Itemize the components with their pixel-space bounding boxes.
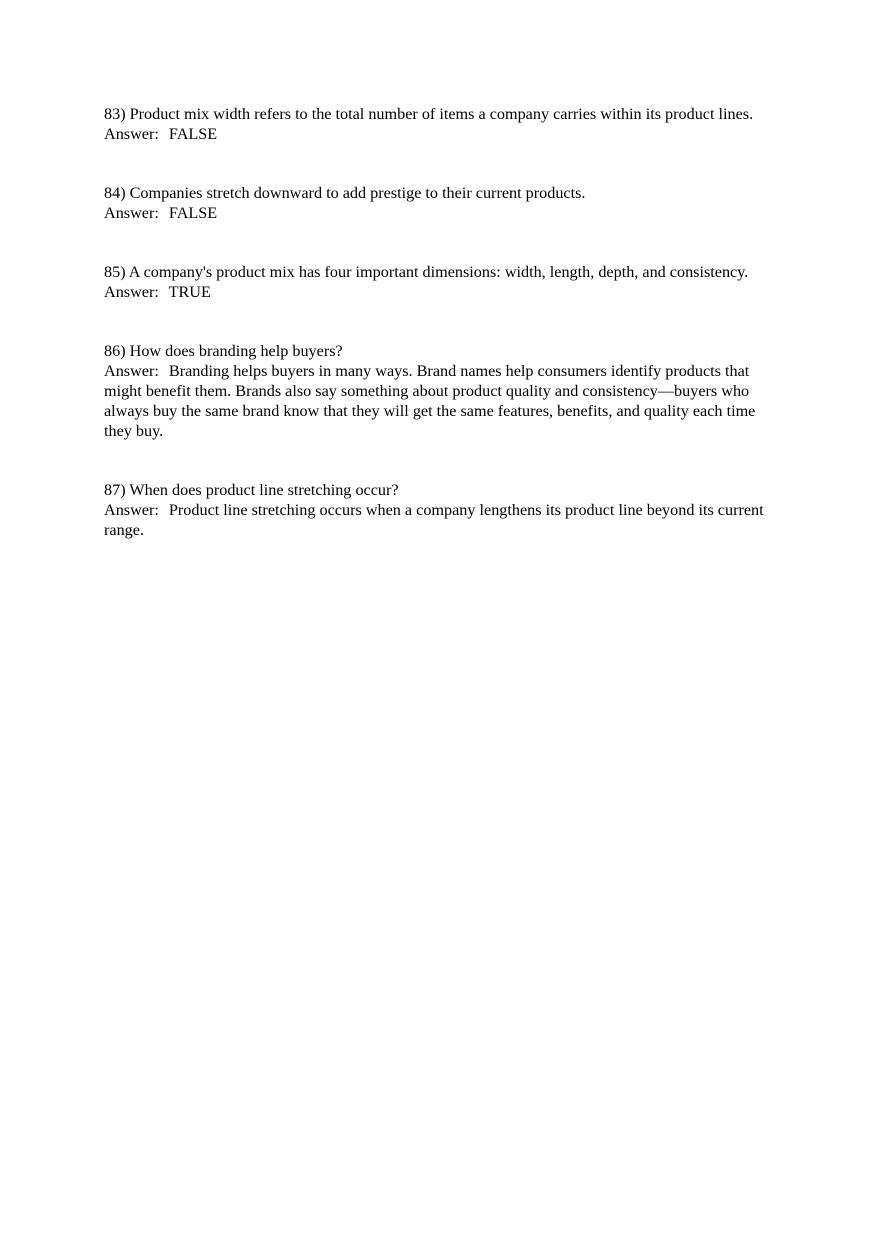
question-list [104, 104, 784, 540]
question-text: 87) When does product line stretching occur? [104, 481, 399, 499]
question-item-83 [104, 104, 784, 144]
answer-text: FALSE [168, 125, 218, 143]
question-item-85 [104, 262, 784, 302]
answer-text: FALSE [168, 204, 218, 222]
answer-line [104, 282, 784, 302]
answer-label: Answer: [104, 501, 159, 519]
question-text: 83) Product mix width refers to the total number of items a company carries within its product lines. [104, 105, 754, 123]
question-text: 84) Companies stretch downward to add prestige to their current products. [104, 184, 586, 202]
question-item-87 [104, 480, 784, 540]
answer-label: Answer: [104, 125, 159, 143]
answer-label: Answer: [104, 283, 159, 301]
question-text: 85) A company's product mix has four important dimensions: width, length, depth, and consistency. [104, 263, 749, 281]
question-item-84 [104, 183, 784, 223]
answer-line [104, 361, 784, 441]
answer-text: Product line stretching occurs when a company lengthens its product line beyond its current range. [104, 501, 764, 539]
answer-label: Answer: [104, 362, 159, 380]
question-text: 86) How does branding help buyers? [104, 342, 343, 360]
answer-line [104, 500, 784, 540]
question-item-86 [104, 341, 784, 441]
answer-line [104, 203, 784, 223]
answer-text: Branding helps buyers in many ways. Brand names help consumers identify products that might benefit them. Brands also say something about product quality and consistency—buyers who always buy the same brand know that they will get the same features, benefits, and quality each time they buy. [104, 362, 756, 440]
answer-text: TRUE [168, 283, 211, 301]
answer-label: Answer: [104, 204, 159, 222]
answer-line [104, 124, 784, 144]
